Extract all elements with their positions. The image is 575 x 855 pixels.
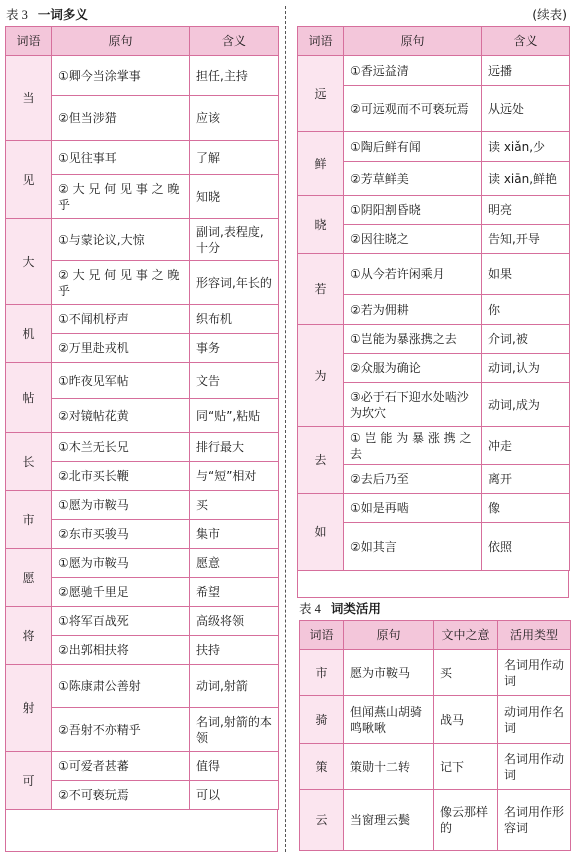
meaning-cell: 告知,开导 [482, 225, 570, 254]
table-row [6, 607, 279, 636]
sentence-cell: ①可爱者甚蕃 [52, 752, 190, 781]
word-cell: 市 [6, 491, 52, 549]
meaning-cell: 明亮 [482, 196, 570, 225]
table-row [300, 696, 571, 744]
table3-right [297, 26, 570, 571]
header-usage-type: 活用类型 [498, 621, 571, 650]
sentence-cell: 策勋十二转 [344, 744, 434, 790]
header-context-meaning: 文中之意 [434, 621, 498, 650]
word-cell: 可 [6, 752, 52, 810]
meaning-cell: 同“贴”,粘贴 [190, 399, 279, 433]
context-meaning-cell: 买 [434, 650, 498, 696]
header-sentence: 原句 [52, 27, 190, 56]
table3-caption-number: 表 3 [6, 8, 28, 22]
sentence-cell: 但闻燕山胡骑鸣啾啾 [344, 696, 434, 744]
table-row [298, 132, 570, 162]
sentence-cell: ②芳草鲜美 [344, 162, 482, 196]
sentence-cell: ①见往事耳 [52, 141, 190, 175]
table-row [298, 427, 570, 465]
sentence-cell: ①愿为市鞍马 [52, 549, 190, 578]
word-cell: 愿 [6, 549, 52, 607]
meaning-cell: 动词,认为 [482, 354, 570, 383]
table-row [6, 56, 279, 96]
word-cell: 大 [6, 219, 52, 305]
header-row [6, 27, 279, 56]
word-cell: 远 [298, 56, 344, 132]
sentence-cell: ①将军百战死 [52, 607, 190, 636]
meaning-cell: 买 [190, 491, 279, 520]
sentence-cell: ①与蒙论议,大惊 [52, 219, 190, 261]
meaning-cell: 应该 [190, 96, 279, 141]
meaning-cell: 读 xiǎn,少 [482, 132, 570, 162]
context-meaning-cell: 战马 [434, 696, 498, 744]
usage-type-cell: 名词用作动词 [498, 650, 571, 696]
sentence-cell: ①陶后鲜有闻 [344, 132, 482, 162]
table-row [6, 491, 279, 520]
table-row [6, 141, 279, 175]
meaning-cell: 织布机 [190, 305, 279, 334]
word-cell: 长 [6, 433, 52, 491]
header-meaning: 含义 [190, 27, 279, 56]
table4-caption [299, 601, 381, 617]
table-row [298, 325, 570, 354]
header-word: 词语 [300, 621, 344, 650]
sentence-cell: ②对镜帖花黄 [52, 399, 190, 433]
table-row [298, 56, 570, 86]
sentence-cell: ① 岂 能 为 暴 涨 携 之去 [344, 427, 482, 465]
header-sentence: 原句 [344, 621, 434, 650]
sentence-cell: ②众服为确论 [344, 354, 482, 383]
sentence-cell: ①阴阳割昏晓 [344, 196, 482, 225]
word-cell: 机 [6, 305, 52, 363]
meaning-cell: 远播 [482, 56, 570, 86]
word-cell: 射 [6, 665, 52, 752]
sentence-cell: ② 大 兄 何 见 事 之 晚乎 [52, 261, 190, 305]
meaning-cell: 知晓 [190, 175, 279, 219]
table-row [300, 650, 571, 696]
sentence-cell: ②因往晓之 [344, 225, 482, 254]
meaning-cell: 了解 [190, 141, 279, 175]
word-cell: 为 [298, 325, 344, 427]
meaning-cell: 从远处 [482, 86, 570, 132]
sentence-cell: ①愿为市鞍马 [52, 491, 190, 520]
meaning-cell: 冲走 [482, 427, 570, 465]
meaning-cell: 名词,射箭的本领 [190, 708, 279, 752]
meaning-cell: 依照 [482, 523, 570, 571]
sentence-cell: ②可远观而不可亵玩焉 [344, 86, 482, 132]
table-row [300, 790, 571, 851]
table3-caption-title: 一词多义 [37, 7, 88, 22]
meaning-cell: 动词,射箭 [190, 665, 279, 708]
sentence-cell: ②万里赴戎机 [52, 334, 190, 363]
meaning-cell: 读 xiān,鲜艳 [482, 162, 570, 196]
meaning-cell: 可以 [190, 781, 279, 810]
meaning-cell: 希望 [190, 578, 279, 607]
word-cell: 若 [298, 254, 344, 325]
meaning-cell: 集市 [190, 520, 279, 549]
sentence-cell: ②去后乃至 [344, 465, 482, 494]
sentence-cell: ② 大 兄 何 见 事 之 晚乎 [52, 175, 190, 219]
word-cell: 云 [300, 790, 344, 851]
header-row [300, 621, 571, 650]
table-row [298, 254, 570, 295]
meaning-cell: 形容词,年长的 [190, 261, 279, 305]
sentence-cell: ①岂能为暴涨携之去 [344, 325, 482, 354]
header-word: 词语 [298, 27, 344, 56]
meaning-cell: 高级将领 [190, 607, 279, 636]
table-row [298, 196, 570, 225]
usage-type-cell: 名词用作形容词 [498, 790, 571, 851]
sentence-cell: ①不闻机杼声 [52, 305, 190, 334]
header-sentence: 原句 [344, 27, 482, 56]
sentence-cell: ①卿今当涂掌事 [52, 56, 190, 96]
sentence-cell: ①如是再啮 [344, 494, 482, 523]
word-cell: 骑 [300, 696, 344, 744]
sentence-cell: ①香远益清 [344, 56, 482, 86]
table-row [6, 305, 279, 334]
table-row [6, 433, 279, 462]
usage-type-cell: 名词用作动词 [498, 744, 571, 790]
sentence-cell: ②但当涉猎 [52, 96, 190, 141]
table-row [300, 744, 571, 790]
table4-caption-number: 表 4 [299, 602, 321, 616]
word-cell: 策 [300, 744, 344, 790]
sentence-cell: ②出郭相扶将 [52, 636, 190, 665]
word-cell: 如 [298, 494, 344, 571]
word-cell: 晓 [298, 196, 344, 254]
word-cell: 当 [6, 56, 52, 141]
meaning-cell: 介词,被 [482, 325, 570, 354]
sentence-cell: ①昨夜见军帖 [52, 363, 190, 399]
meaning-cell: 你 [482, 295, 570, 325]
meaning-cell: 值得 [190, 752, 279, 781]
sentence-cell: ②如其言 [344, 523, 482, 571]
meaning-cell: 离开 [482, 465, 570, 494]
meaning-cell: 与“短”相对 [190, 462, 279, 491]
header-word: 词语 [6, 27, 52, 56]
header-row [298, 27, 570, 56]
continued-text: (续表) [532, 7, 567, 22]
meaning-cell: 排行最大 [190, 433, 279, 462]
usage-type-cell: 动词用作名词 [498, 696, 571, 744]
word-cell: 去 [298, 427, 344, 494]
meaning-cell: 副词,表程度,十分 [190, 219, 279, 261]
header-meaning: 含义 [482, 27, 570, 56]
context-meaning-cell: 像云那样的 [434, 790, 498, 851]
sentence-cell: ①陈康肃公善射 [52, 665, 190, 708]
sentence-cell: ①从今若许闲乘月 [344, 254, 482, 295]
meaning-cell: 担任,主持 [190, 56, 279, 96]
context-meaning-cell: 记下 [434, 744, 498, 790]
sentence-cell: ③必于石下迎水处啮沙为坎穴 [344, 383, 482, 427]
sentence-cell: 当窗理云鬓 [344, 790, 434, 851]
table-row [298, 494, 570, 523]
sentence-cell: ①木兰无长兄 [52, 433, 190, 462]
word-cell: 见 [6, 141, 52, 219]
sentence-cell: 愿为市鞍马 [344, 650, 434, 696]
word-cell: 市 [300, 650, 344, 696]
word-cell: 鲜 [298, 132, 344, 196]
sentence-cell: ②愿驰千里足 [52, 578, 190, 607]
table4-caption-title: 词类活用 [330, 601, 381, 616]
sentence-cell: ②北市买长鞭 [52, 462, 190, 491]
table3-caption [6, 7, 88, 23]
meaning-cell: 事务 [190, 334, 279, 363]
table-row [6, 219, 279, 261]
meaning-cell: 如果 [482, 254, 570, 295]
table-row [6, 549, 279, 578]
sentence-cell: ②东市买骏马 [52, 520, 190, 549]
table4 [299, 620, 571, 851]
word-cell: 帖 [6, 363, 52, 433]
table-row [6, 665, 279, 708]
sentence-cell: ②吾射不亦精乎 [52, 708, 190, 752]
sentence-cell: ②不可亵玩焉 [52, 781, 190, 810]
table3-left [5, 26, 279, 810]
sentence-cell: ②若为佣耕 [344, 295, 482, 325]
meaning-cell: 动词,成为 [482, 383, 570, 427]
table-row [6, 752, 279, 781]
table3-continued-label [532, 7, 567, 23]
meaning-cell: 扶持 [190, 636, 279, 665]
table-row [6, 363, 279, 399]
word-cell: 将 [6, 607, 52, 665]
meaning-cell: 像 [482, 494, 570, 523]
meaning-cell: 文告 [190, 363, 279, 399]
column-divider [285, 6, 286, 852]
meaning-cell: 愿意 [190, 549, 279, 578]
